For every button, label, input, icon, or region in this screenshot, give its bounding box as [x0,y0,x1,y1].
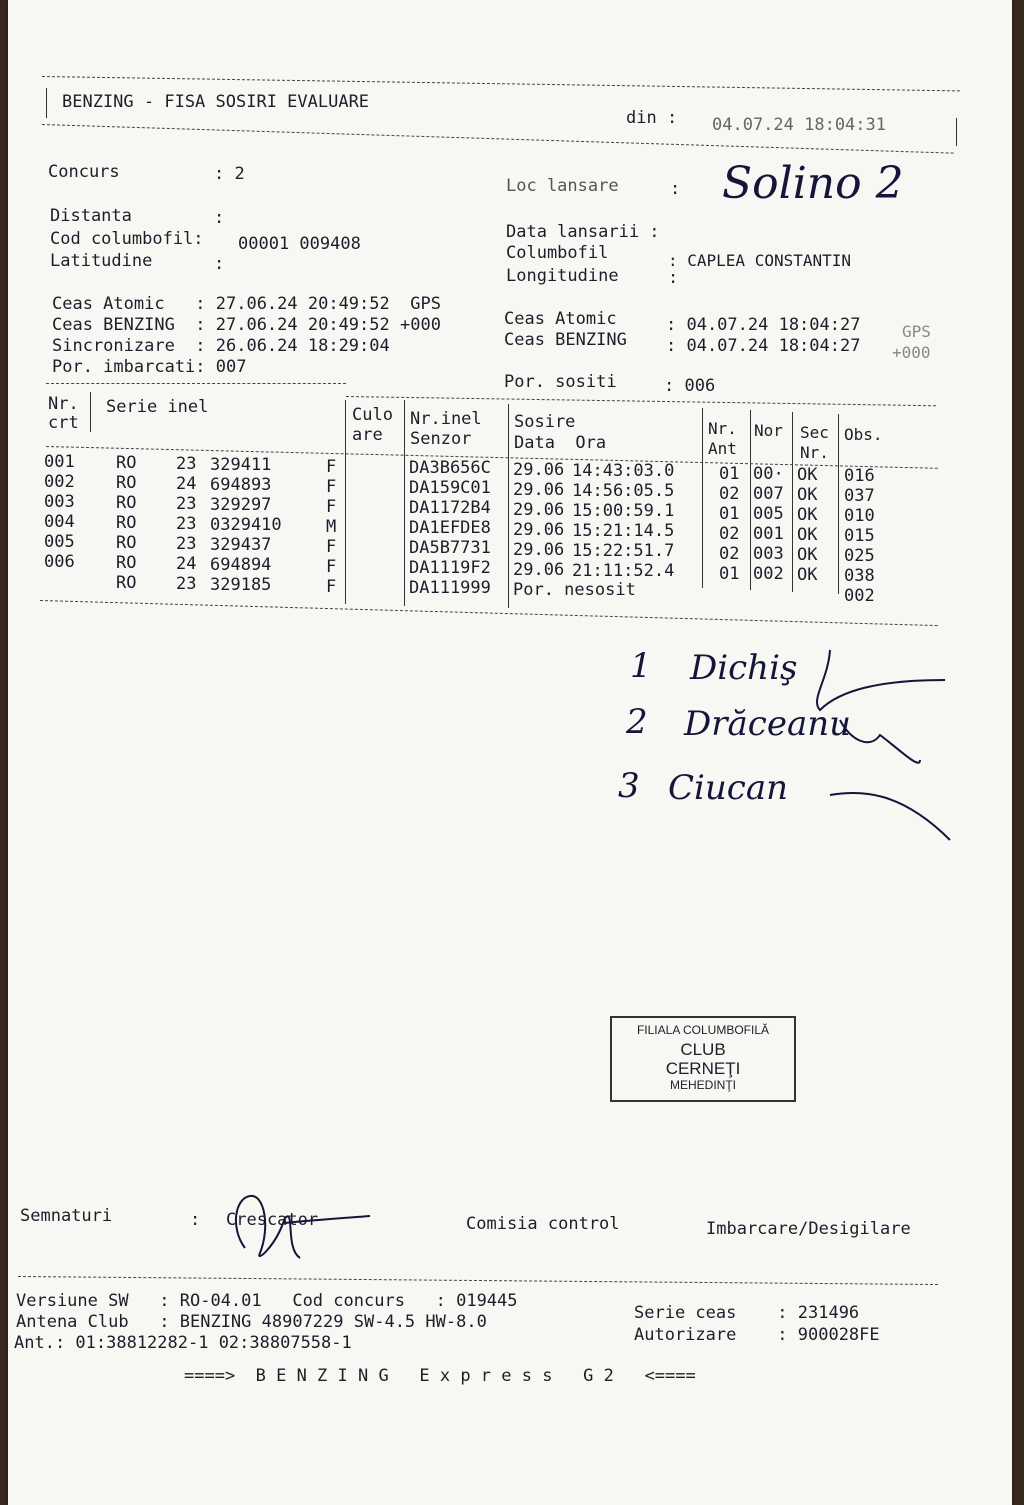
row-sensor: DA1172B4 [409,498,491,519]
row-time: 14:43:03.0 [572,461,675,482]
report-title: BENZING - FISA SOSIRI EVALUARE [62,92,370,112]
rank-1-number: 1 [630,646,652,686]
columbofil-value: : CAPLEA CONSTANTIN [668,251,852,270]
footer-ant: Ant.: 01:38812282-1 02:38807558-1 [14,1333,352,1353]
loc-lansare-handwritten: Solino 2 [722,158,904,209]
row-nor: 00· [753,464,784,485]
row-sec: OK [797,485,818,506]
ceas-benzing-start: Ceas BENZING : 27.06.24 20:49:52 +000 [52,315,441,335]
footer-autorizare: Autorizare : 900028FE [634,1325,880,1345]
ceas-benzing-end-suffix: +000 [892,343,931,362]
header-nor: Nor [754,421,783,440]
row-sensor: DA3B656C [409,458,491,479]
report-date: 04.07.24 18:04:31 [712,115,886,135]
row-time: 21:11:52.4 [572,561,675,582]
row-ring: 329437 [210,534,272,555]
row-nor: 001 [753,524,784,545]
longitudine-value: : [668,268,679,288]
row-date: 29.06 [513,460,565,481]
row-country: RO [116,472,137,493]
row-year: 24 [176,473,197,494]
row-ring: 329185 [210,574,272,595]
header-data-ora: Data Ora [514,433,607,453]
header-sec-2: Nr. [800,443,829,462]
row-sensor: DA159C01 [409,478,491,499]
row-obs: 025 [844,545,875,566]
ceas-atomic-end-suffix: GPS [902,322,931,341]
row-ring: 694894 [210,554,272,575]
header-sec-1: Sec [800,423,829,442]
row-ring: 329411 [210,454,272,475]
semnaturi-label: Semnaturi [20,1206,113,1226]
row-sex: F [326,496,337,517]
latitudine-value: : [214,254,225,274]
longitudine-label: Longitudine [506,266,619,286]
row-obs: 037 [844,485,875,506]
row-sec: OK [797,505,818,526]
row-country: RO [116,552,137,573]
row-sec: OK [797,545,818,566]
row-antenna: 01 [719,503,740,524]
stamp-line-1: FILIALA COLUMBOFILĂ [636,1023,770,1037]
loc-lansare-label: Loc lansare [506,176,619,196]
rank-2-name: Drăceanu [684,704,852,744]
latitudine-label: Latitudine [50,251,153,271]
data-lansarii-label: Data lansarii : [506,222,660,242]
row-date: 29.06 [513,480,565,501]
header-nr: Nr. [48,394,79,414]
footer-brand: ====> B E N Z I N G E x p r e s s G 2 <==== [184,1366,696,1386]
comisia-control-label: Comisia control [466,1214,620,1234]
header-nrinel-2: Senzor [410,429,472,449]
semnaturi-sep: : [190,1210,201,1230]
row-antenna: 01 [719,563,740,584]
row-sex: F [326,556,337,577]
row-sec: OK [797,465,818,486]
row-obs: 015 [844,525,875,546]
crescator-label: Crescator [226,1210,319,1230]
row-nor: 007 [753,484,784,505]
row-time: 15:22:51.7 [572,541,675,562]
row-year: 23 [176,573,197,594]
header-nrant-2: Ant [708,439,737,458]
cod-columbofil-value: 00001 009408 [238,234,361,254]
concurs-label: Concurs [48,162,120,182]
columbofil-label: Columbofil [506,243,609,263]
row-time: 15:21:14.5 [572,521,675,542]
row-sensor: DA111999 [409,578,491,599]
porumbei-imbarcati: Por. imbarcati: 007 [52,357,247,377]
row-country: RO [116,572,137,593]
row-country: RO [116,512,137,533]
cod-columbofil-label: Cod columbofil: [50,229,204,249]
header-nrinel-1: Nr.inel [410,409,482,429]
row-sex: F [326,536,337,557]
rank-2-number: 2 [626,702,648,742]
ceas-atomic-end-label: Ceas Atomic [504,309,617,329]
row-country: RO [116,532,137,553]
row-antenna: 02 [719,483,740,504]
handwritten-signatures-ranking [800,630,970,860]
row-sensor: DA5B7731 [409,538,491,559]
row-ring: 329297 [210,494,272,515]
loc-lansare-sep: : [670,179,681,199]
row-ring: 694893 [210,474,272,495]
row-nor: 002 [753,564,784,585]
ceas-benzing-end-label: Ceas BENZING [504,330,627,350]
row-date: Por. nesosit [513,580,636,601]
rank-3-number: 3 [618,766,640,806]
crescator-signature [225,1188,375,1268]
row-crt: 004 [44,512,75,532]
row-year: 23 [176,453,197,474]
row-sec: OK [797,525,818,546]
col-divider-crt [90,392,91,432]
ceas-atomic-start: Ceas Atomic : 27.06.24 20:49:52 GPS [52,294,441,314]
date-label: din : [626,108,678,128]
row-sensor: DA1EFDE8 [409,518,491,539]
stamp-line-2: CLUB [680,1040,726,1059]
header-serie-inel: Serie inel [106,397,209,417]
footer-antena: Antena Club : BENZING 48907229 SW-4.5 HW-8.0 [16,1312,487,1332]
row-antenna: 02 [719,543,740,564]
header-left-border [46,88,47,118]
row-date: 29.06 [513,500,565,521]
porumbei-sositi-label: Por. sositi [504,372,617,392]
row-obs: 038 [844,565,875,586]
row-time: 14:56:05.5 [572,481,675,502]
row-sec: OK [797,565,818,586]
stamp-line-3: CERNEŢI [665,1059,741,1078]
porumbei-sositi-value: : 006 [664,376,716,396]
row-crt: 006 [44,552,75,572]
row-date: 29.06 [513,520,565,541]
row-sex: F [326,576,337,597]
row-obs: 010 [844,505,875,526]
club-stamp [610,1016,796,1102]
row-country: RO [116,452,137,473]
rank-1-name: Dichiş [690,648,798,688]
row-year: 23 [176,493,197,514]
row-crt: 001 [44,452,75,472]
table-row [0,572,1024,606]
row-date: 29.06 [513,540,565,561]
footer-versiune: Versiune SW : RO-04.01 Cod concurs : 019445 [16,1291,518,1311]
row-sex: F [326,476,337,497]
row-date: 29.06 [513,560,565,581]
row-obs: 016 [844,465,875,486]
row-sex: F [326,456,337,477]
header-right-border [956,118,957,146]
row-crt: 002 [44,472,75,492]
row-year: 23 [176,533,197,554]
row-ring: 0329410 [210,514,282,535]
stamp-line-4: MEHEDINŢI [670,1078,736,1092]
footer-serie-ceas: Serie ceas : 231496 [634,1303,860,1323]
ceas-atomic-end-value: : 04.07.24 18:04:27 [666,315,861,335]
distanta-value: : [214,208,225,228]
header-culoare-2: are [352,425,383,445]
table-top-rule-left [46,383,346,384]
header-sosire: Sosire [514,412,576,432]
row-country: RO [116,492,137,513]
header-culoare-1: Culo [352,405,393,425]
row-time: 15:00:59.1 [572,501,675,522]
header-nrant-1: Nr. [708,419,737,438]
row-obs: 002 [844,585,875,606]
row-antenna: 01 [719,463,740,484]
row-year: 24 [176,553,197,574]
row-antenna: 02 [719,523,740,544]
row-year: 23 [176,513,197,534]
rank-3-name: Ciucan [668,768,788,808]
row-crt: 003 [44,492,75,512]
row-crt: 005 [44,532,75,552]
concurs-value: : 2 [214,164,245,184]
header-obs: Obs. [844,425,883,444]
ceas-benzing-end-value: : 04.07.24 18:04:27 [666,336,861,356]
imbarcare-desigilare-label: Imbarcare/Desigilare [706,1219,911,1239]
header-crt: crt [48,413,79,433]
row-sex: M [326,516,337,537]
row-nor: 003 [753,544,784,565]
distanta-label: Distanta [50,206,132,226]
row-sensor: DA1119F2 [409,558,491,579]
sincronizare: Sincronizare : 26.06.24 18:29:04 [52,336,390,356]
row-nor: 005 [753,504,784,525]
